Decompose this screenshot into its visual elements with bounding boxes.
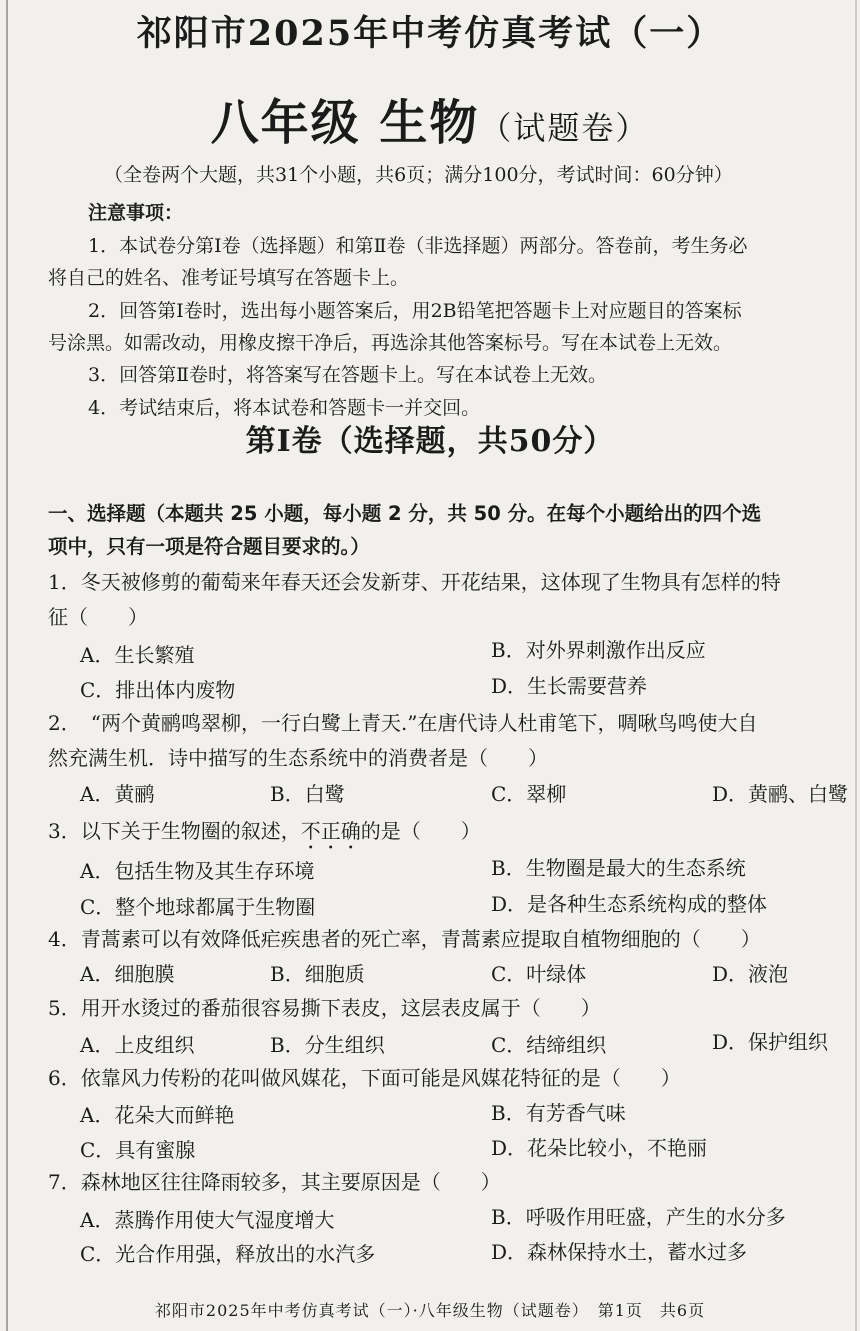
q1-option-b: B．对外界刺激作出反应 bbox=[491, 638, 706, 662]
subject-title bbox=[0, 84, 860, 153]
question-1-cont: 征（ ） bbox=[48, 605, 148, 629]
q7-option-d: D．森林保持水土，蓄水过多 bbox=[491, 1240, 748, 1264]
notice-line: 将自己的姓名、准考证号填写在答题卡上。 bbox=[48, 267, 410, 289]
q6-option-a: A．花朵大而鲜艳 bbox=[80, 1103, 235, 1127]
question-5: 5．用开水烫过的番茄很容易撕下表皮，这层表皮属于（ ） bbox=[48, 996, 601, 1020]
q7-option-a: A．蒸腾作用使大气湿度增大 bbox=[80, 1208, 335, 1232]
q5-option-d: D．保护组织 bbox=[712, 1030, 829, 1054]
q6-option-c: C．具有蜜腺 bbox=[80, 1138, 196, 1162]
question-2-cont: 然充满生机．诗中描写的生态系统中的消费者是（ ） bbox=[48, 746, 548, 770]
q6-option-b: B．有芳香气味 bbox=[491, 1101, 626, 1125]
q7-option-c: C．光合作用强，释放出的水汽多 bbox=[80, 1242, 376, 1266]
q3-option-d: D．是各种生态系统构成的整体 bbox=[491, 892, 768, 916]
q2-option-b: B．白鹭 bbox=[270, 782, 345, 806]
question-3-post: 的是（ ） bbox=[360, 819, 481, 843]
question-2: 2． “两个黄鹂鸣翠柳，一行白鹭上青天.”在唐代诗人杜甫笔下，啁啾鸟鸣使大自 bbox=[48, 711, 758, 735]
exam-title: 祁阳市2025年中考仿真考试（一） bbox=[136, 13, 724, 54]
question-1: 1．冬天被修剪的葡萄来年春天还会发新芽、开花结果，这体现了生物具有怎样的特 bbox=[48, 570, 781, 594]
question-3-emphasis: 不正确 bbox=[300, 819, 361, 843]
q4-option-a: A．细胞膜 bbox=[80, 962, 175, 986]
question-7: 7．森林地区往往降雨较多，其主要原因是（ ） bbox=[48, 1170, 501, 1194]
q2-option-a: A．黄鹂 bbox=[80, 782, 155, 806]
notice-line: 号涂黑。如需改动，用橡皮擦干净后，再选涂其他答案标号。写在本试卷上无效。 bbox=[48, 332, 733, 354]
question-3 bbox=[48, 815, 481, 854]
question-3-pre: 3．以下关于生物圈的叙述， bbox=[48, 819, 301, 843]
question-6: 6．依靠风力传粉的花叫做风媒花，下面可能是风媒花特征的是（ ） bbox=[48, 1066, 681, 1090]
q4-option-c: C．叶绿体 bbox=[491, 962, 587, 986]
exam-info: （全卷两个大题，共31个小题，共6页；满分100分，考试时间：60分钟） bbox=[104, 164, 733, 186]
q1-option-d: D．生长需要营养 bbox=[491, 674, 648, 698]
notice-line: 1．本试卷分第Ⅰ卷（选择题）和第Ⅱ卷（非选择题）两部分。答卷前，考生务必 bbox=[88, 235, 748, 257]
subject-title-main: 八年级 生物 bbox=[210, 95, 480, 151]
q5-option-c: C．结缔组织 bbox=[491, 1033, 607, 1057]
page-footer: 祁阳市2025年中考仿真考试（一）·八年级生物（试题卷） 第1页 共6页 bbox=[154, 1301, 706, 1320]
q1-option-c: C．排出体内废物 bbox=[80, 678, 236, 702]
q5-option-b: B．分生组织 bbox=[270, 1033, 385, 1057]
page-edge-left bbox=[6, 0, 8, 1331]
section-intro: 一、选择题（本题共 25 小题，每小题 2 分，共 50 分。在每个小题给出的四个选 bbox=[48, 502, 762, 525]
q5-option-a: A．上皮组织 bbox=[80, 1033, 195, 1057]
q1-option-a: A．生长繁殖 bbox=[80, 643, 195, 667]
q3-option-c: C．整个地球都属于生物圈 bbox=[80, 895, 316, 919]
q2-option-d: D．黄鹂、白鹭 bbox=[712, 782, 849, 806]
subject-title-sub: （试题卷） bbox=[479, 109, 650, 147]
notice-title: 注意事项： bbox=[88, 202, 184, 224]
q2-option-c: C．翠柳 bbox=[491, 782, 567, 806]
q4-option-d: D．液泡 bbox=[712, 962, 789, 986]
page-edge-right bbox=[855, 0, 857, 1331]
q4-option-b: B．细胞质 bbox=[270, 962, 365, 986]
question-4: 4．青蒿素可以有效降低疟疾患者的死亡率，青蒿素应提取自植物细胞的（ ） bbox=[48, 927, 761, 951]
notice-line: 2．回答第Ⅰ卷时，选出每小题答案后，用2B铅笔把答题卡上对应题目的答案标 bbox=[88, 300, 742, 322]
section-intro: 项中，只有一项是符合题目要求的。） bbox=[48, 535, 370, 558]
q3-option-a: A．包括生物及其生存环境 bbox=[80, 859, 315, 883]
q6-option-d: D．花朵比较小，不艳丽 bbox=[491, 1136, 708, 1160]
notice-line: 4．考试结束后，将本试卷和答题卡一并交回。 bbox=[88, 397, 481, 419]
notice-line: 3．回答第Ⅱ卷时，将答案写在答题卡上。写在本试卷上无效。 bbox=[88, 364, 608, 386]
q7-option-b: B．呼吸作用旺盛，产生的水分多 bbox=[491, 1205, 786, 1229]
section-title: 第Ⅰ卷（选择题，共50分） bbox=[245, 424, 615, 459]
q3-option-b: B．生物圈是最大的生态系统 bbox=[491, 856, 746, 880]
